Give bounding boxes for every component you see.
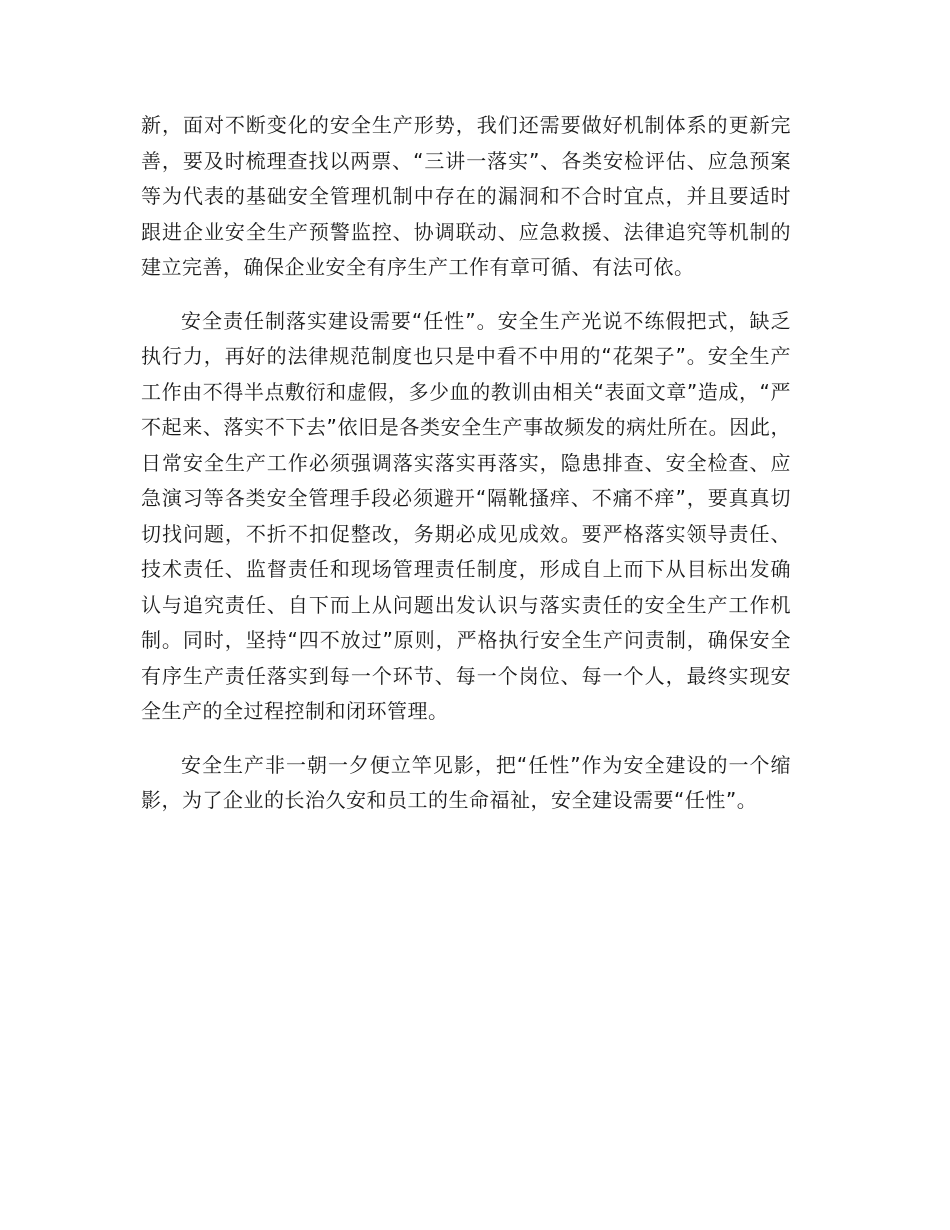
paragraph-responsibility: 安全责任制落实建设需要“任性”。安全生产光说不练假把式，缺乏执行力，再好的法律规范制度也只是中看不中用的“花架子”。安全生产工作由不得半点敷衍和虚假，多少血的教训由相关“表面文章”造成，“严不起来、落实不下去”依旧是各类安全生产事故频发的病灶所在。因此，日常安全生产工作必须强调落实落实再落实，隐患排查、安全检查、应急演习等各类安全管理手段必须避开“隔靴搔痒、不痛不痒”，要真真切切找问题，不折不扣促整改，务期必成见成效。要严格落实领导责任、技术责任、监督责任和现场管理责任制度，形成自上而下从目标出发确认与追究责任、自下而上从问题出发认识与落实责任的安全生产工作机制。同时，坚持“四不放过”原则，严格执行安全生产问责制，确保安全有序生产责任落实到每一个环节、每一个岗位、每一个人，最终实现安全生产的全过程控制和闭环管理。 (141, 308, 791, 723)
paragraph-continuation: 新，面对不断变化的安全生产形势，我们还需要做好机制体系的更新完善，要及时梳理查找以两票、“三讲一落实”、各类安检评估、应急预案等为代表的基础安全管理机制中存在的漏洞和不合时宜点，并且要适时跟进企业安全生产预警监控、协调联动、应急救援、法律追究等机制的建立完善，确保企业安全有序生产工作有章可循、有法可依。 (141, 113, 791, 279)
document-body (141, 108, 791, 837)
paragraph-conclusion: 安全生产非一朝一夕便立竿见影，把“任性”作为安全建设的一个缩影，为了企业的长治久安和员工的生命福祉，安全建设需要“任性”。 (141, 752, 791, 812)
